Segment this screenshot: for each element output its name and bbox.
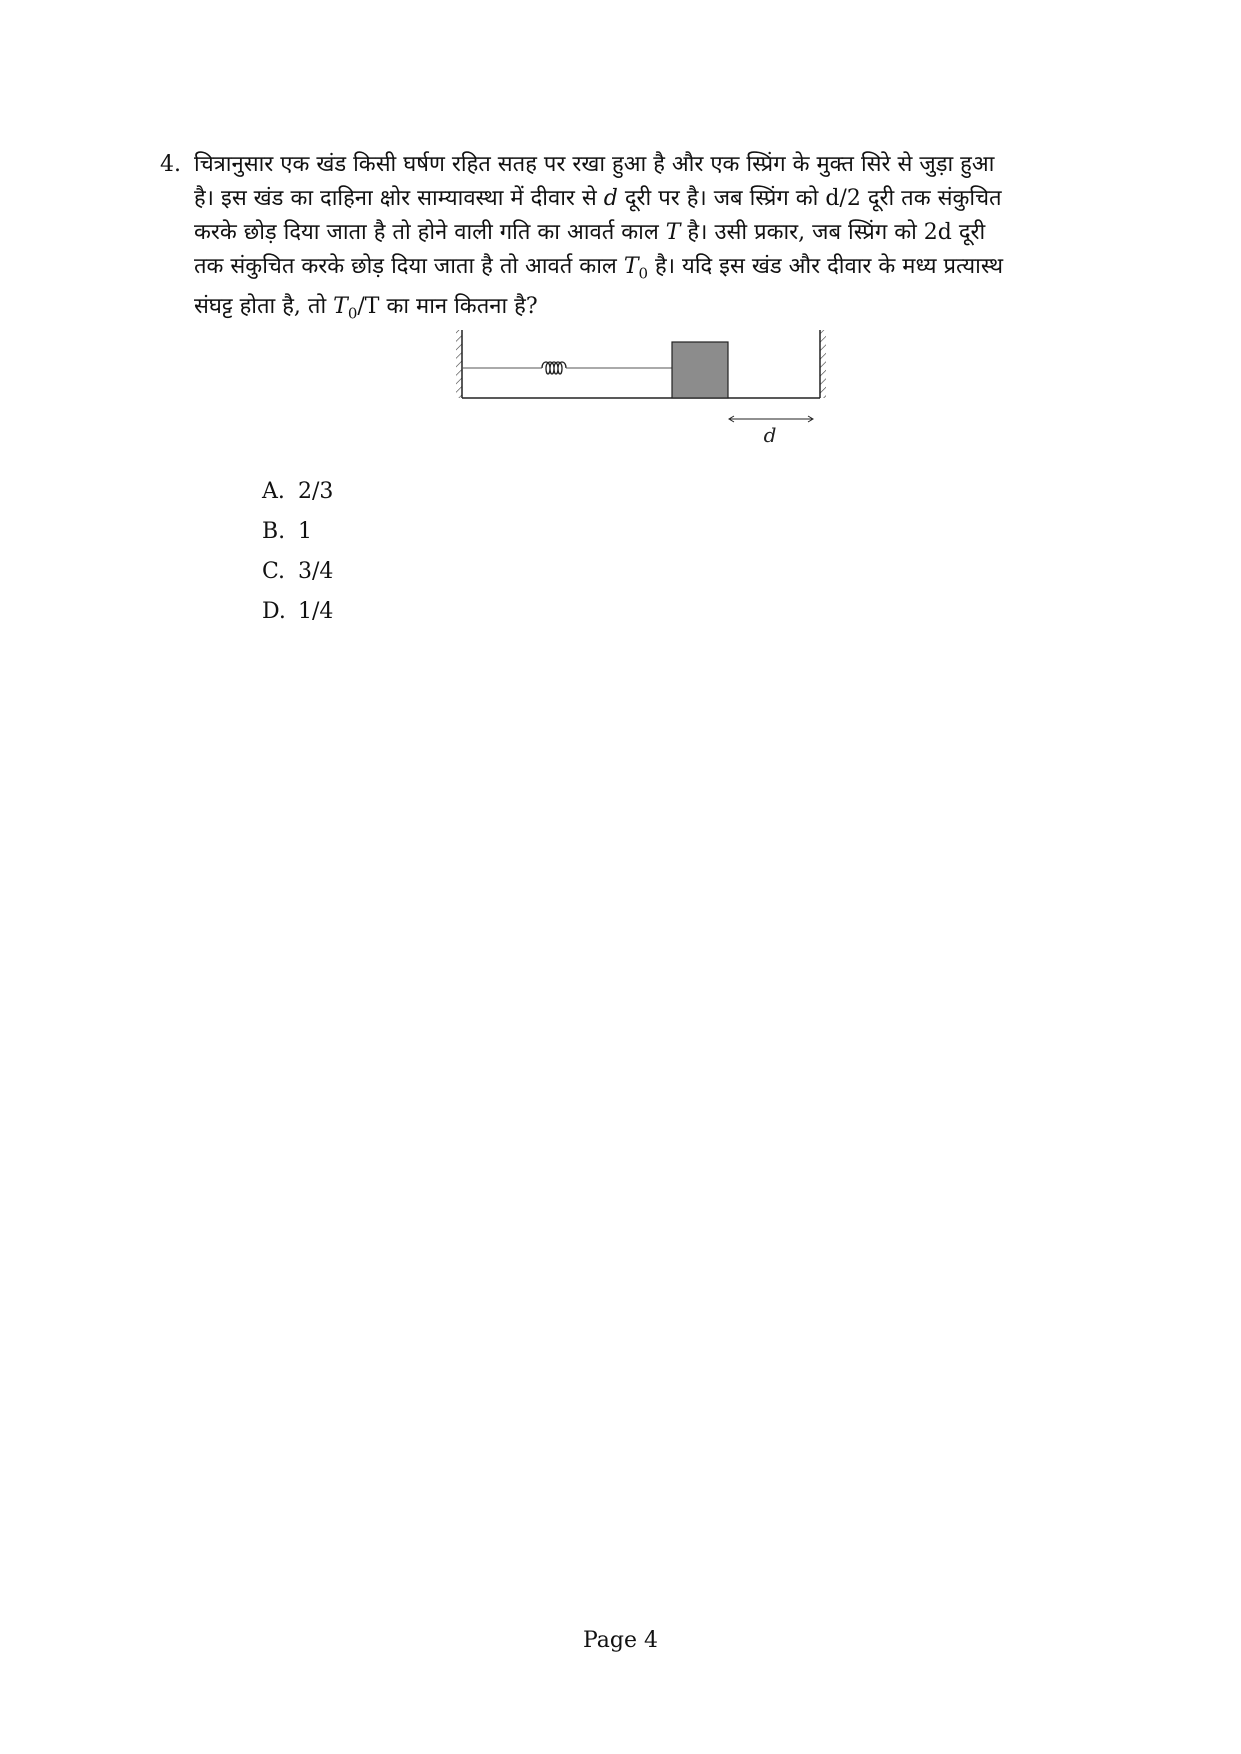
option-letter: C. [262, 559, 286, 584]
page-number: Page 4 [582, 1628, 659, 1653]
question-line [194, 182, 1100, 216]
option-letter: D. [262, 599, 286, 624]
question-line [194, 148, 1100, 182]
distance-arrow [729, 416, 813, 422]
question-text [194, 148, 1100, 331]
left-wall-hatching [456, 330, 462, 398]
math-symbol-t0-base: T [623, 254, 639, 279]
math-symbol-d: d [603, 186, 618, 211]
question-line-text: चित्रानुसार एक खंड किसी घर्षण रहित सतह पर रखा हुआ है और एक स्प्रिंग के मुक्त सिरे से जुड़ा हुआ [194, 152, 995, 177]
math-subscript: 0 [347, 304, 358, 323]
block [672, 342, 728, 398]
options-list [262, 472, 333, 632]
math-symbol-t0-base: T [333, 294, 348, 320]
right-wall-hatching [820, 330, 826, 398]
question-line-text: तक संकुचित करके छोड़ दिया जाता है तो आवर्त काल [194, 254, 624, 279]
spring [462, 362, 672, 374]
question-block [160, 148, 1100, 331]
question-number: 4. [160, 152, 181, 177]
question-line [194, 216, 1100, 250]
option-d[interactable] [262, 592, 333, 632]
option-a[interactable] [262, 472, 333, 512]
question-line-text: दूरी पर है। जब स्प्रिंग को d/2 दूरी तक संकुचित [617, 186, 1002, 211]
left-wall [456, 330, 462, 398]
question-line [194, 290, 1100, 330]
question-line-text: है। इस खंड का दाहिना क्षोर साम्यावस्था में दीवार से [194, 186, 604, 211]
question-line-text: करके छोड़ दिया जाता है तो होने वाली गति का आवर्त काल [194, 220, 666, 245]
math-symbol-t: T [665, 220, 681, 245]
math-subscript: 0 [638, 264, 649, 283]
math-symbol-t0 [623, 254, 649, 283]
spring-coil [542, 362, 566, 374]
question-line-text: है। उसी प्रकार, जब स्प्रिंग को 2d दूरी [680, 220, 986, 245]
question-line-text: संघट्ट होता है, तो [194, 294, 334, 320]
question-line-text: /T का मान कितना है? [357, 294, 538, 320]
option-value: 2/3 [298, 479, 334, 504]
option-value: 3/4 [298, 559, 334, 584]
right-wall [820, 330, 826, 398]
option-value: 1 [298, 519, 312, 544]
option-letter: A. [262, 479, 285, 504]
question-line-text: है। यदि इस खंड और दीवार के मध्य प्रत्यास्थ [648, 254, 1004, 279]
option-b[interactable] [262, 512, 333, 552]
option-letter: B. [262, 519, 286, 544]
option-c[interactable] [262, 552, 333, 592]
distance-label: d [763, 423, 777, 447]
spring-block-figure [450, 330, 850, 460]
option-value: 1/4 [298, 599, 334, 624]
math-symbol-t0 [333, 294, 358, 323]
question-line [194, 250, 1100, 290]
